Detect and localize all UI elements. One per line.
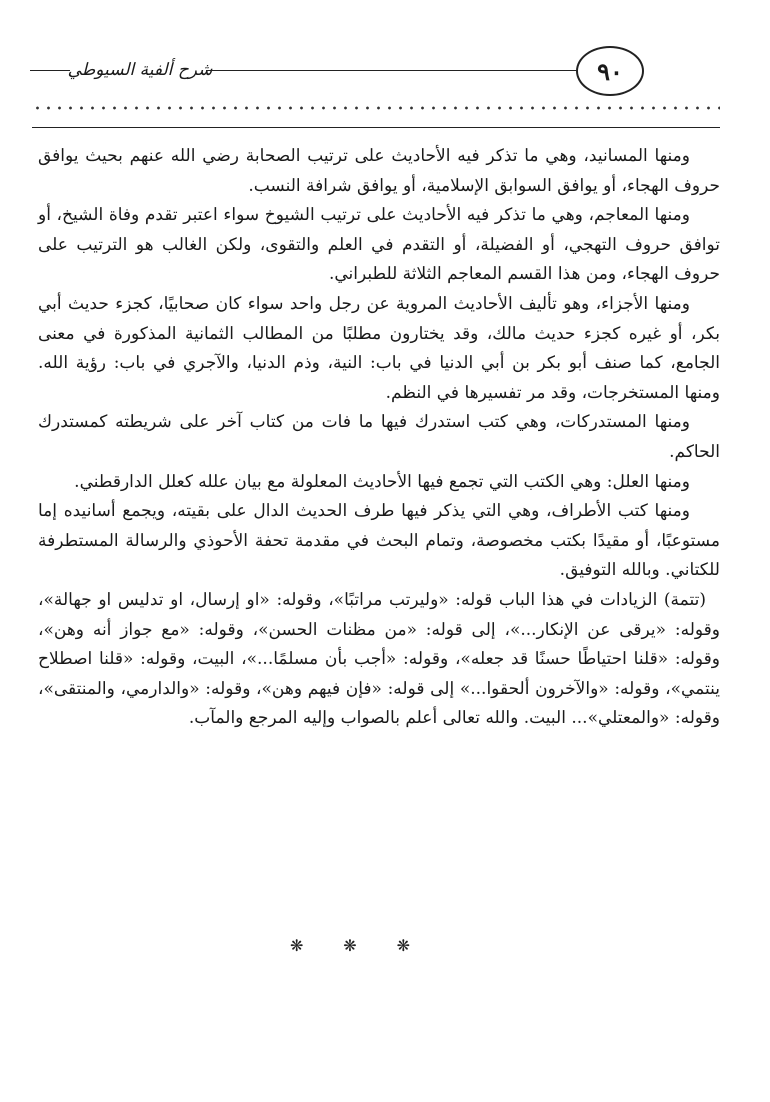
- paragraph-tatimma: (تتمة) الزيادات في هذا الباب قوله: «وليرتب مراتبًا»، وقوله: «او إرسال، او تدليس او جهالة»، وقوله: «يرقى عن الإنكار...»، إلى قوله: «من مظنات الحسن»، وقوله: «مع جواز أنه وهن»، وقوله: «قلنا احتياطًا حسنًا قد جعله»، وقوله: «أجب بأن مسلمًا...»، البيت، وقوله: «قلنا اصطلاح ينتمي»، وقوله: «والآخرون ألحقوا...» إلى قوله: «فإن فيهم وهن»، وقوله: «والدارمي، والمنتقى»، وقوله: «والمعتلي»... البيت. والله تعالى أعلم بالصواب وإليه المرجع والمآب.: [38, 589, 720, 729]
- star-icon: ❋: [396, 936, 410, 955]
- paragraph-maajim: ومنها المعاجم، وهي ما تذكر فيه الأحاديث على ترتيب الشيوخ سواء اعتبر تقدم وفاة الشيخ، أو توافق حروف التهجي، أو الفضيلة، أو التقدم في العلم والتقوى، ولكن الغالب هو الترتيب على حروف الهجاء، ومن هذا القسم المعاجم الثلاثة للطبراني.: [38, 205, 720, 285]
- page-number: ٩٠: [576, 46, 644, 96]
- end-ornament: [290, 936, 410, 955]
- page-header: [30, 40, 720, 96]
- dotted-separator: [32, 104, 720, 112]
- paragraph-masanid: ومنها المسانيد، وهي ما تذكر فيه الأحاديث على ترتيب الصحابة رضي الله عنهم بحيث يوافق حروف الهجاء، أو يوافق السوابق الإسلامية، أو يوافق شرافة النسب.: [38, 146, 720, 196]
- paragraph-ajza: ومنها الأجزاء، وهو تأليف الأحاديث المروية عن رجل واحد سواء كان صحابيًا، كجزء حديث أبي بكر، أو غيره كجزء حديث مالك، وقد يختارون مطلبًا من المطالب الثمانية المذكورة في معنى الجامع، كما صنف أبو بكر بن أبي الدنيا في باب: النية، وذم الدنيا، والآجري في باب: رؤية الله. ومنها المستخرجات، وقد مر تفسيرها في النظم.: [38, 293, 720, 403]
- paragraph-ilal: ومنها العلل: وهي الكتب التي تجمع فيها الأحاديث المعلولة مع بيان علله كعلل الدارقطني.: [74, 471, 690, 492]
- book-title: شرح ألفية السيوطي: [67, 60, 213, 80]
- paragraph-mustadrakat: ومنها المستدركات، وهي كتب استدرك فيها ما فات من كتاب آخر على شريطته كمستدرك الحاكم.: [38, 412, 720, 462]
- paragraph-atraf: ومنها كتب الأطراف، وهي التي يذكر فيها طرف الحديث الدال على بقيته، ويجمع أسانيده إما مستوعبًا، أو مقيدًا بكتب مخصوصة، وتمام البحث في مقدمة تحفة الأحوذي والرسالة المستطرفة للكتاني. وبالله التوفيق.: [38, 501, 720, 581]
- page-body: [38, 142, 720, 734]
- star-icon: ❋: [343, 936, 357, 955]
- header-divider: [32, 127, 720, 128]
- header-rule-right: [206, 70, 588, 71]
- header-rule-left: [30, 70, 70, 71]
- star-icon: ❋: [290, 936, 304, 955]
